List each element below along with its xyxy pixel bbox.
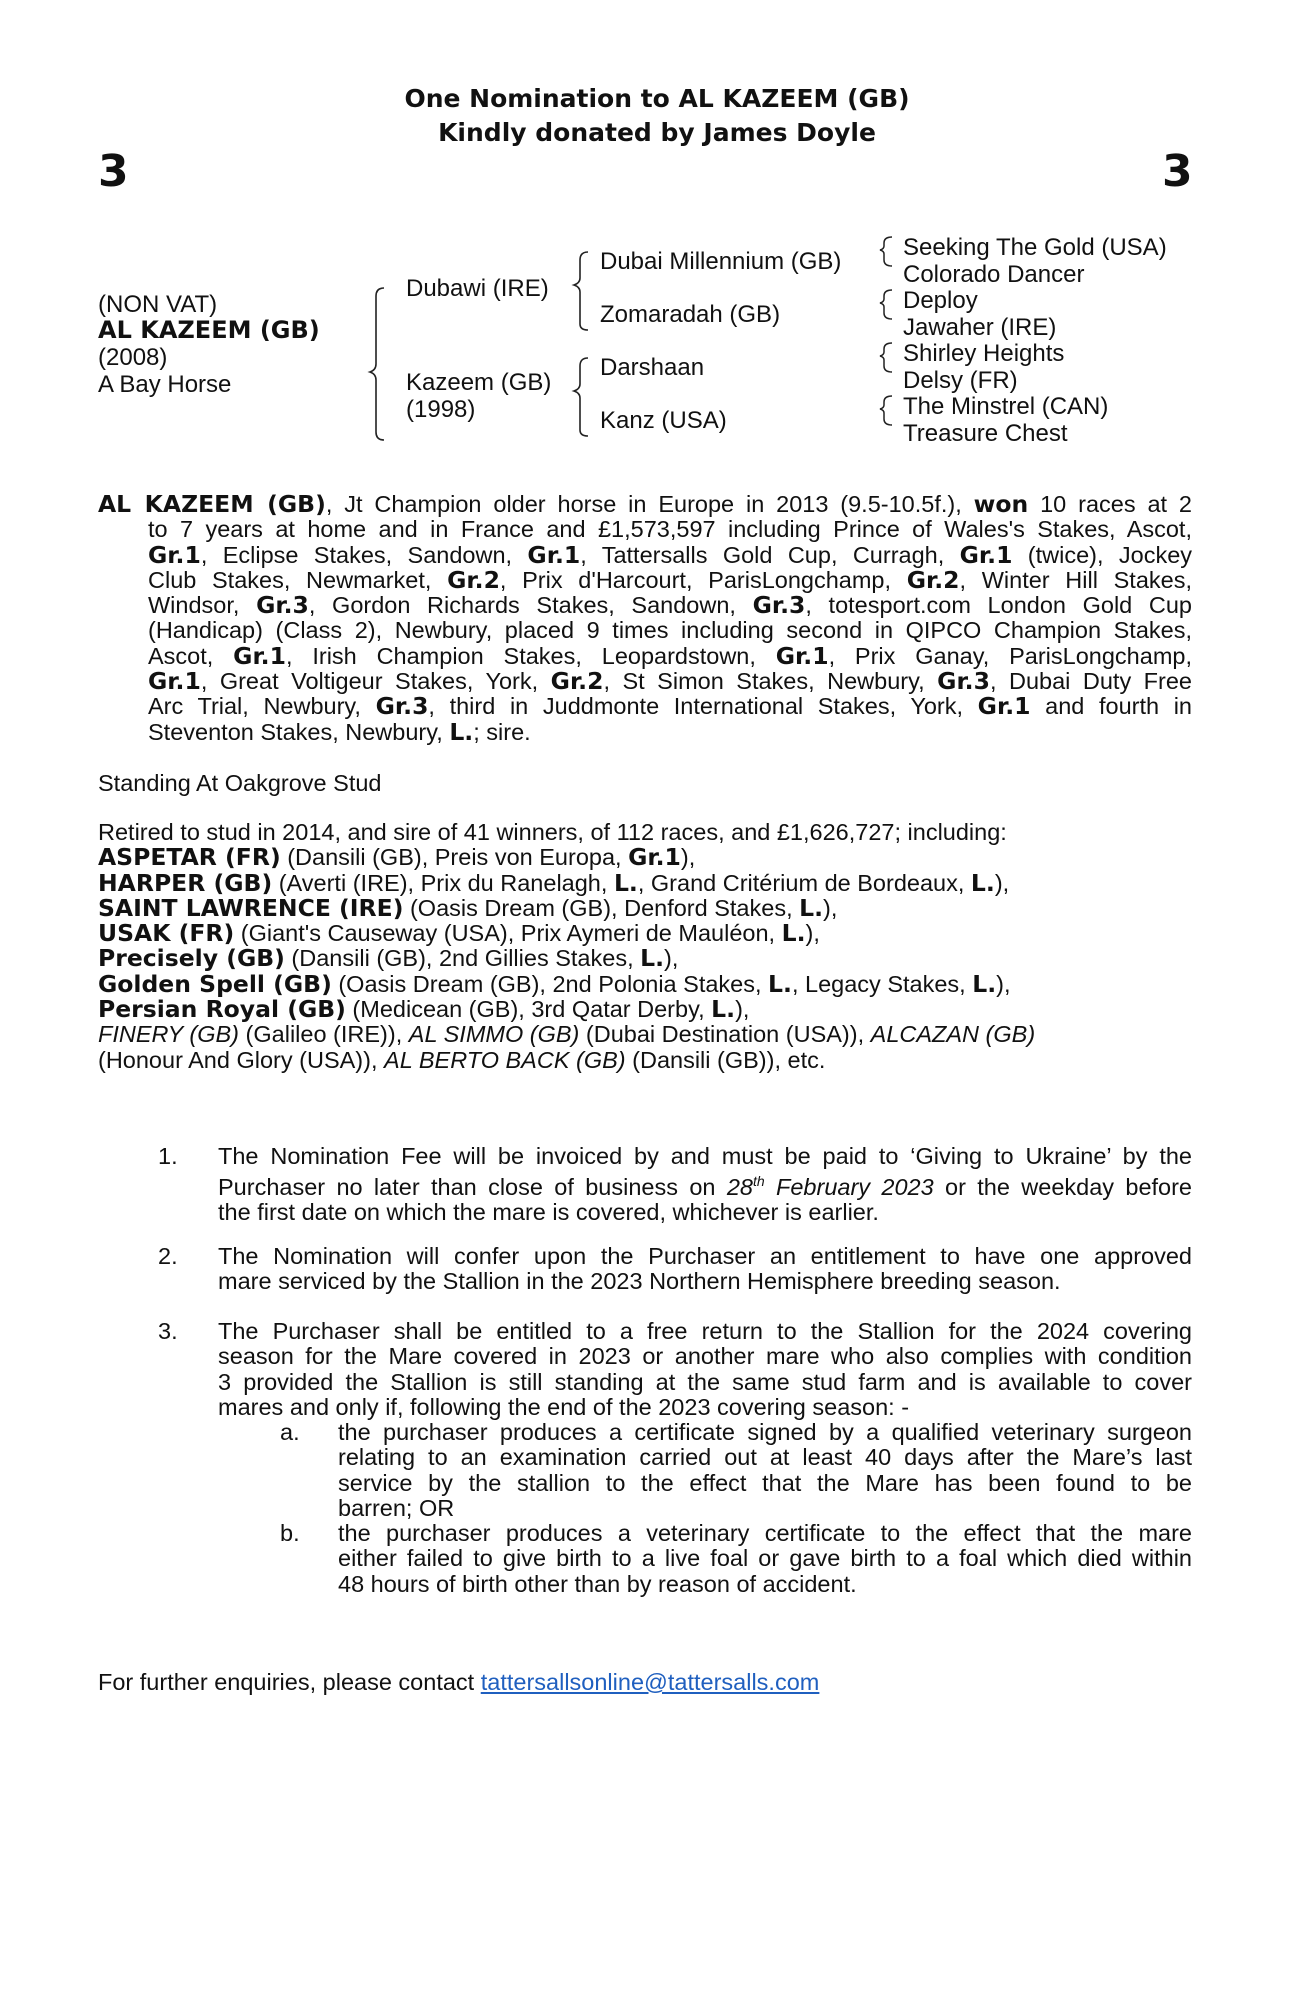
grandsire-1: Dubai Millennium (GB) [600,248,842,275]
progeny-name: AL SIMMO (GB) [408,1021,580,1048]
race-text: Ascot, [148,642,234,669]
granddam-2: Kanz (USA) [600,407,727,434]
grade-label: Gr.1 [977,692,1031,721]
condition-text: the purchaser produces a veterinary certificate to the effect that the mare [338,1520,1192,1546]
deadline-month: February 2023 [764,1174,934,1201]
progeny-name: ASPETAR (FR) [98,843,281,872]
grade-label: L. [970,868,995,897]
progeny-text: ), [805,920,820,947]
race-line-10 [148,717,1192,746]
race-record [98,492,1192,745]
race-text: , Jt Champion older horse in Europe in 2013 (9.5-10.5f.), [325,491,974,517]
grade-label: L. [449,717,474,746]
ancestor-4: Jawaher (IRE) [903,314,1057,341]
race-line-1 [98,492,1192,517]
progeny-name: Golden Spell (GB) [98,969,332,998]
grade-label: Gr.1 [628,843,681,872]
race-record-body [98,517,1192,745]
progeny-text: (Honour And Glory (USA)), [98,1046,385,1073]
ancestor-3: Deploy [903,287,978,314]
race-text: , Dubai Duty Free [989,668,1193,695]
brace-sire [574,252,588,330]
condition-1 [218,1144,1192,1226]
race-text: ; sire. [473,718,531,745]
grade-label: L. [799,893,824,922]
grade-label: Gr.1 [233,641,286,670]
progeny-text: (Giant's Causeway (USA), Prix Aymeri de Mauléon, [234,920,782,947]
horse-name: AL KAZEEM (GB) [98,316,320,344]
race-text: Club Stakes, Newmarket, [148,566,448,593]
progeny-name: FINERY (GB) [98,1021,240,1048]
condition-number: 3. [158,1318,178,1344]
progeny-name: AL BERTO BACK (GB) [384,1046,626,1073]
race-text: , Prix d'Harcourt, ParisLongchamp, [499,566,907,593]
race-text: , Great Voltigeur Stakes, York, [200,668,551,695]
progeny-text: ), [680,844,696,871]
race-text: to 7 years at home and in France and £1,573,597 including Prince of Wales's Stakes, Ascot, [148,516,1192,543]
condition-text: The Nomination Fee will be invoiced by and must be paid to ‘Giving to Ukraine’ by the [218,1143,1192,1169]
stud-record [98,820,1192,1073]
horse-description: A Bay Horse [98,371,232,398]
grandsire-2: Darshaan [600,354,705,381]
race-text: , third in Juddmonte International Stakes, York, [428,693,978,720]
progeny-text: , Grand Critérium de Bordeaux, [637,869,971,896]
horse-year: (2008) [98,344,168,371]
progeny-text: (Oasis Dream (GB), Denford Stakes, [403,894,800,921]
lot-number-right: 3 [1162,146,1193,197]
race-text: Arc Trial, Newbury, [148,693,376,720]
progeny-name: ALCAZAN (GB) [870,1021,1036,1048]
race-text: , Gordon Richards Stakes, Sandown, [308,592,753,619]
condition-text: or the weekday before [933,1174,1193,1201]
progeny-name: Persian Royal (GB) [98,995,346,1024]
grade-label: L. [640,944,665,973]
brace-dam [574,358,588,436]
subcondition-a [338,1420,1192,1521]
grade-label: L. [768,969,792,998]
condition-text: barren; OR [338,1494,455,1521]
grade-label: Gr.3 [937,667,990,696]
progeny-row [98,1048,1192,1073]
condition-text: mare serviced by the Stallion in the 2023 Northern Hemisphere breeding season. [218,1268,1061,1295]
brace-main [370,288,384,440]
ancestor-2: Colorado Dancer [903,261,1085,288]
ancestor-6: Delsy (FR) [903,367,1018,394]
condition-text: The Nomination will confer upon the Purchaser an entitlement to have one approved [218,1243,1192,1269]
grade-label: Gr.1 [148,667,201,696]
race-text: Windsor, [148,592,257,619]
progeny-text: ), [996,970,1011,997]
condition-text: service by the stallion to the effect that the Mare has been found to be [338,1469,1192,1496]
progeny-text: (Dansili (GB), Preis von Europa, [280,844,629,871]
lot-number-left: 3 [98,146,129,197]
contact-line [98,1670,819,1695]
race-line-3 [148,540,1193,569]
grade-label: Gr.2 [550,667,604,696]
progeny-text: ), [664,945,679,972]
race-text: 10 races at 2 [1028,491,1192,517]
race-text: , Eclipse Stakes, Sandown, [200,541,528,568]
progeny-name: Precisely (GB) [98,944,285,973]
brace-g3 [880,237,892,425]
grade-label: Gr.1 [959,540,1013,569]
contact-text: For further enquiries, please contact [98,1669,481,1695]
dam-name: Kazeem (GB) [406,369,552,396]
progeny-text: , Legacy Stakes, [791,970,973,997]
condition-2 [218,1244,1192,1295]
grade-label: Gr.3 [752,591,806,620]
page-title: One Nomination to AL KAZEEM (GB) [404,84,910,113]
subcondition-letter: b. [280,1520,300,1546]
progeny-text: (Medicean (GB), 3rd Qatar Derby, [345,996,712,1023]
condition-text: the first date on which the mare is covered, whichever is earlier. [218,1199,879,1226]
progeny-text: (Dubai Destination (USA)), [579,1021,871,1048]
ancestor-5: Shirley Heights [903,340,1065,367]
granddam-1: Zomaradah (GB) [600,301,781,328]
race-text: , Winter Hill Stakes, [959,566,1192,593]
standing-location: Standing At Oakgrove Stud [98,770,382,796]
ancestor-7: The Minstrel (CAN) [903,393,1109,420]
race-line-9 [148,694,1192,719]
grade-label: L. [613,868,638,897]
vat-status: (NON VAT) [98,291,218,318]
race-text: (Handicap) (Class 2), Newbury, placed 9 times including second in QIPCO Champion Stakes, [148,617,1192,644]
stud-intro: Retired to stud in 2014, and sire of 41 winners, of 112 races, and £1,626,727; including: [98,819,1007,845]
grade-label: Gr.3 [375,692,429,721]
condition-text: 3 provided the Stallion is still standing at the same stud farm and is available to cover [218,1368,1192,1395]
progeny-row [98,845,1192,870]
grade-label: Gr.3 [256,591,309,620]
race-line-8 [148,669,1192,694]
race-line-4 [148,565,1192,594]
condition-number: 1. [158,1143,178,1169]
progeny-row [98,921,1192,946]
subcondition-letter: a. [280,1419,300,1445]
progeny-text: (Averti (IRE), Prix du Ranelagh, [272,869,614,896]
grade-label: L. [972,969,997,998]
progeny-text: ), [735,996,750,1023]
page-subtitle: Kindly donated by James Doyle [438,118,876,147]
progeny-text: (Galileo (IRE)), [239,1021,409,1048]
race-line-2 [148,517,1192,542]
pedigree-braces [0,0,1314,460]
sire-name: Dubawi (IRE) [406,275,549,302]
ancestor-1: Seeking The Gold (USA) [903,234,1167,261]
race-won: won [973,490,1029,518]
condition-3 [218,1319,1192,1420]
progeny-row [98,997,1192,1022]
progeny-row [98,946,1192,971]
condition-text: mares and only if, following the end of the 2023 covering season: - [218,1393,910,1420]
race-text: , totesport.com London Gold Cup [805,592,1192,619]
progeny-text: (Dansili (GB)), etc. [625,1046,826,1073]
grade-label: L. [781,919,806,948]
condition-text: the purchaser produces a certificate signed by a qualified veterinary surgeon [338,1419,1192,1445]
grade-label: Gr.1 [148,540,201,569]
progeny-text: (Dansili (GB), 2nd Gillies Stakes, [284,945,641,972]
deadline-date: 28 [726,1174,753,1201]
race-text: (twice), Jockey [1012,541,1193,568]
progeny-text: ), [823,894,838,921]
race-text: , Prix Ganay, ParisLongchamp, [828,642,1192,669]
progeny-row [98,868,1192,897]
progeny-name: SAINT LAWRENCE (IRE) [98,893,404,922]
contact-email-link[interactable]: tattersallsonline@tattersalls.com [480,1669,820,1695]
progeny-text: (Oasis Dream (GB), 2nd Polonia Stakes, [331,970,769,997]
grade-label: Gr.1 [527,540,581,569]
race-line-7 [148,641,1192,670]
condition-text: relating to an examination carried out at least 40 days after the Mare’s last [338,1444,1192,1471]
grade-label: Gr.1 [775,641,829,670]
race-text: , Tattersalls Gold Cup, Curragh, [580,541,960,568]
condition-text: 48 hours of birth other than by reason of accident. [338,1570,857,1597]
ancestor-8: Treasure Chest [903,420,1068,447]
race-text: Steventon Stakes, Newbury, [148,718,450,745]
race-text: , Irish Champion Stakes, Leopardstown, [285,642,776,669]
progeny-name: USAK (FR) [98,919,235,948]
subcondition-b [338,1521,1192,1597]
grade-label: Gr.2 [906,565,960,594]
race-text: and fourth in [1030,693,1192,720]
race-line-6 [148,618,1192,643]
condition-text: season for the Mare covered in 2023 or another mare who also complies with condition [218,1343,1192,1370]
race-line-5 [148,593,1192,618]
deadline-suffix: th [752,1173,765,1190]
progeny-text: ), [994,869,1010,896]
grade-label: L. [711,995,736,1024]
condition-text: Purchaser no later than close of business on [218,1174,727,1201]
progeny-name: HARPER (GB) [98,868,273,897]
progeny-row [98,1022,1192,1047]
condition-text: either failed to give birth to a live foal or gave birth to a foal which died within [338,1545,1192,1572]
progeny-row [98,893,1192,922]
condition-text: The Purchaser shall be entitled to a free return to the Stallion for the 2024 covering [218,1318,1192,1344]
progeny-row [98,969,1192,998]
race-text: , St Simon Stakes, Newbury, [603,668,938,695]
grade-label: Gr.2 [447,565,500,594]
dam-year: (1998) [406,396,476,423]
condition-number: 2. [158,1243,178,1269]
race-horse-name: AL KAZEEM (GB) [98,490,326,518]
